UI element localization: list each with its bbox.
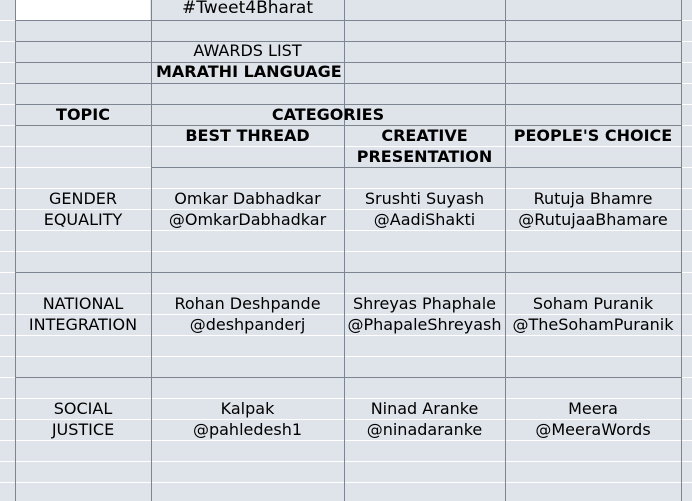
topic-gender-line1: GENDER [48,189,118,208]
awards-list-title: AWARDS LIST [193,41,302,60]
topic-gender-line2: EQUALITY [43,210,123,229]
peoples-choice-header: PEOPLE'S CHOICE [513,126,673,145]
grid-line [151,167,682,168]
creative-header-line2: PRESENTATION [356,147,493,166]
winner-name: Shreyas Phaphale [352,294,497,313]
categories-header: CATEGORIES [271,105,385,124]
grid-line [681,0,682,501]
active-cell[interactable] [16,0,150,20]
grid-line [15,41,682,42]
grid-line [15,83,682,84]
winner-name: Srushti Suyash [364,189,485,208]
winner-handle: @OmkarDabhadkar [168,210,327,229]
topic-social-line1: SOCIAL [53,399,113,418]
topic-social-line2: JUSTICE [51,420,115,439]
grid-line [15,20,682,21]
winner-handle: @TheSohamPuranik [512,315,674,334]
winner-name: Omkar Dabhadkar [174,189,321,208]
winner-name: Meera [568,399,618,418]
winner-name: Kalpak [220,399,275,418]
winner-name: Ninad Aranke [370,399,479,418]
winner-handle: @MeeraWords [535,420,651,439]
topic-header: TOPIC [56,105,110,124]
winner-name: Rutuja Bhamre [533,189,653,208]
winner-handle: @ninadaranke [366,420,483,439]
winner-handle: @AadiShakti [373,210,476,229]
winner-handle: @pahledesh1 [192,420,303,439]
grid-line [15,62,682,63]
winner-name: Rohan Deshpande [174,294,321,313]
winner-handle: @deshpanderj [189,315,306,334]
winner-name: Soham Puranik [532,294,654,313]
best-thread-header: BEST THREAD [185,126,310,145]
creative-header-line1: CREATIVE [381,126,468,145]
winner-handle: @RutujaaBhamare [518,210,668,229]
winner-handle: @PhapaleShreyash [347,315,502,334]
language-title: MARATHI LANGUAGE [156,62,342,81]
hashtag-title: #Tweet4Bharat [181,0,314,18]
grid-line [15,272,682,273]
topic-national-line2: INTEGRATION [28,315,138,334]
topic-national-line1: NATIONAL [42,294,124,313]
grid-line [15,377,682,378]
